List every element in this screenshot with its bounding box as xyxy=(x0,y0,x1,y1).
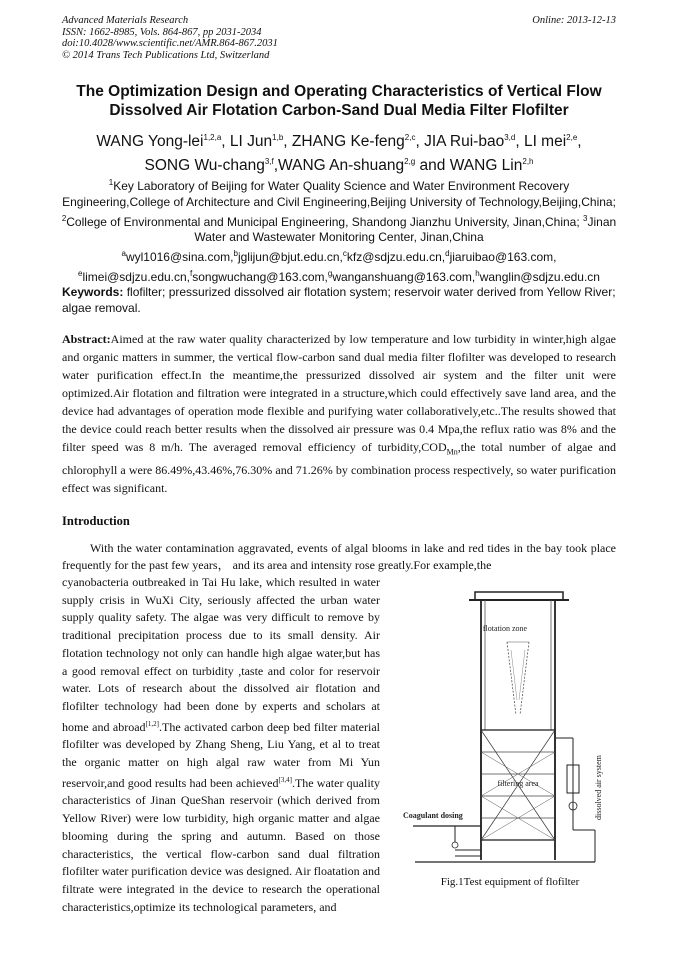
author: LI Jun$^{1,b}$, xyxy=(229,133,292,151)
intro-column-text: cyanobacteria outbreaked in Tai Hu lake, which resulted in water supply crisis in WuXi City, seriously affected the urban water supply quality safety. The algae was very difficult to remove by traditional precipitation process due to its small density. Air flotation technology not only can handle high algae water,but has a good removal effect on turbidity ,taste and color for reservoir water. Lots of research about the dissolved air flotation and flofilter technology had been done by experts and scholars at home and abroad[1,2].The activated carbon deep bed filter material flofilter was developed by Zhang Sheng, Liu Yang, et al to treat the organic matter on high algal raw water from Mi Yun reservoir,and good results had been achieved[3,4].The water quality characteristics of Jinan QueShan reservoir (which derived from Yellow River) were low turbidity, high organic matter and algae blooming during the spring and autumn. Based on those characteristics, the vertical flow-carbon sand dual filtration flofilter water purification device was designed. Air floatation and filtrate were integrated in the device to research the operational characteristics,optimize its technological parameters, and xyxy=(62,575,380,914)
author: ZHANG Ke-feng$^{2,c}$, xyxy=(291,133,425,151)
email[interactable]: kfz@sdjzu.edu.cn, xyxy=(346,250,446,265)
keywords-label: Keywords: xyxy=(62,285,124,299)
online-date: Online: 2013-12-13 xyxy=(532,15,616,26)
affiliation-3: Jinan Water and Wastewater Monitoring Center, Jinan,China xyxy=(194,214,617,245)
citation[interactable]: [3,4] xyxy=(278,775,292,784)
email[interactable]: limei@sdjzu.edu.cn, xyxy=(82,269,191,284)
label-filtering-area: filtering area xyxy=(497,779,539,788)
email[interactable]: songwuchang@163.com, xyxy=(192,269,328,284)
author: SONG Wu-chang$^{3,f}$, xyxy=(144,157,279,175)
journal-header xyxy=(62,15,616,61)
intro-paragraph: With the water contamination aggravated, events of algal blooms in lake and red tides in the bay took place frequently for the past few years， and its area and intensity rose greatly.For example,the xyxy=(62,541,616,572)
top-cap xyxy=(475,592,563,600)
label-flotation-zone: flotation zone xyxy=(482,624,528,633)
author-list xyxy=(40,128,638,176)
journal-name: Advanced Materials Research xyxy=(62,15,189,26)
doi-line: doi:10.4028/www.scientific.net/AMR.864-867.2031 xyxy=(62,38,278,49)
email[interactable]: wanglin@sdjzu.edu.cn xyxy=(479,269,600,284)
abstract-label: Abstract: xyxy=(62,332,111,346)
figure-caption: Fig.1Test equipment of flofilter xyxy=(440,876,580,888)
flofilter-diagram xyxy=(395,580,625,880)
section-heading-introduction: Introduction xyxy=(62,514,130,528)
author: JIA Rui-bao$^{3,d}$, xyxy=(424,133,524,151)
author: LI mei$^{2,e}$, xyxy=(523,133,582,151)
label-coagulant-dosing: Coagulant dosing xyxy=(403,811,463,820)
email[interactable]: wyl1016@sina.com, xyxy=(125,250,234,265)
paper-title: The Optimization Design and Operating Characteristics of Vertical Flow Dissolved Air Flotation Carbon-Sand Dual Media Filter Flofilter xyxy=(76,83,602,119)
keywords xyxy=(62,284,618,316)
email-list: $^a$wyl1016@sina.com,$^b$jglijun@bjut.edu.cn,$^c$kfz@sdjzu.edu.cn,$^d$jiaruibao@163.com, $^e$limei@sdjzu.edu.cn,$^f$songwuchang@163.com,$^g$wanganshuang@163.com,$^h$wanglin@sdjzu.edu.cn xyxy=(78,249,600,284)
affiliations: $^1$Key Laboratory of Beijing for Water Quality Science and Water Environment Recovery Engineering,College of Architecture and Civil Engineering,Beijing University of Technology,Beijing,China; $^2$College of Environmental and Municipal Engineering, Shandong Jianzhu University, Jinan,China; $^3$Jinan Water and Wastewater Monitoring Center, Jinan,China $^a$wyl1016@sina.com,$^b$jglijun@bjut.edu.cn,$^c$kfz@sdjzu.edu.cn,$^d$jiaruibao@163.com, $^e$limei@sdjzu.edu.cn,$^f$songwuchang@163.com,$^g$wanganshuang@163.com,$^h$wanglin@sdjzu.edu.cn xyxy=(61,178,617,284)
affiliation-2: College of Environmental and Municipal Engineering, Shandong Jianzhu University, Jinan,China; xyxy=(66,214,580,229)
author: WANG Lin$^{2,h}$ xyxy=(449,157,534,175)
author: WANG Yong-lei$^{1,2,a}$, xyxy=(96,133,230,151)
author: WANG An-shuang$^{2,g}$ and xyxy=(278,157,450,175)
citation[interactable]: [1,2] xyxy=(145,719,159,728)
figure-flofilter xyxy=(395,580,625,890)
keywords-text: flofilter; pressurized dissolved air flotation system; reservoir water derived from Yellow River; algae removal. xyxy=(62,285,616,315)
copyright-line: © 2014 Trans Tech Publications Ltd, Switzerland xyxy=(62,49,270,61)
abstract: Abstract:Aimed at the raw water quality characterized by low temperature and low turbidity in winter,high algae and organic matters in summer, the vertical flow-carbon sand dual media filter flofilter was developed to research water purification effect.In the meantime,the pressurized dissolved air system and the filter unit were optimized.Air flotation and filtration were integrated in a structure,which could effectively save land area, and the device had advantages of operation mode flexible and purifying water collaboratively,etc..The results showed that the device could reach better results when the dissolved air pressure was 0.4 Mpa,the reflux ratio was 8% and the filter speed was 8 m/h. The averaged removal efficiency of $turbidity,COD_{Mn},the$ total number of algae and chlorophyll a were 86.49%,43.46%,76.30% and 71.26% by combination process respectively, so water purification effect was significant. xyxy=(62,332,617,496)
issn-line: ISSN: 1662-8985, Vols. 864-867, pp 2031-2034 xyxy=(62,26,262,38)
email[interactable]: jiaruibao@163.com, xyxy=(449,250,557,265)
email[interactable]: wanganshuang@163.com, xyxy=(332,269,476,284)
affiliation-1: Key Laboratory of Beijing for Water Quality Science and Water Environment Recovery Engineering,College of Architecture and Civil Engineering,Beijing University of Technology,Beijing,China; xyxy=(62,179,616,209)
email[interactable]: jglijun@bjut.edu.cn, xyxy=(237,250,343,265)
label-dissolved-air-system: dissolved air system xyxy=(594,755,603,820)
